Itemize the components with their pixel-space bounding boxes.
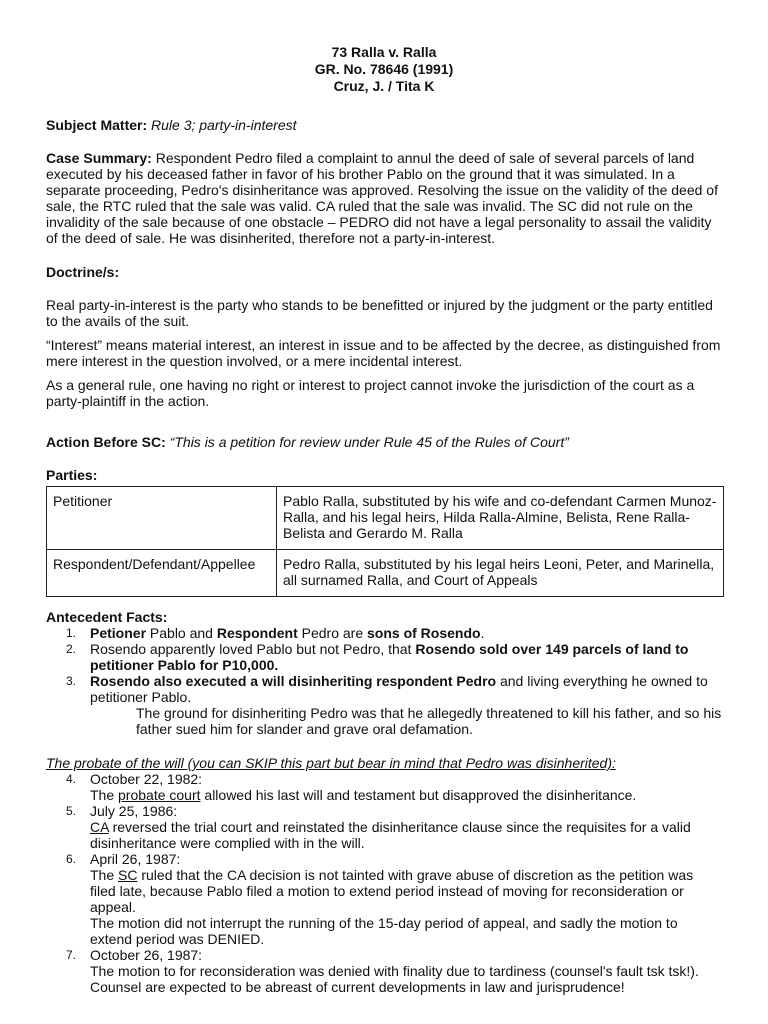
subject-value: Rule 3; party-in-interest	[151, 117, 297, 133]
list-number: 3.	[66, 674, 77, 688]
list-number: 1.	[66, 626, 77, 640]
parties-heading: Parties:	[46, 467, 98, 483]
event-text: The probate court allowed his last will and testament but disapproved the disinheritance.	[90, 787, 637, 803]
facts-heading: Antecedent Facts:	[46, 609, 168, 625]
list-item	[46, 771, 722, 803]
probate-list	[46, 771, 722, 995]
party-names: Pedro Ralla, substituted by his legal heirs Leoni, Peter, and Marinella, all surnamed Ralla, and Court of Appeals	[277, 550, 724, 597]
facts-note: The ground for disinheriting Pedro was that he allegedly threatened to kill his father, and so his father sued him for slander and grave oral defamation.	[136, 705, 722, 737]
list-item	[46, 673, 722, 705]
fact-text: Pedro are	[297, 625, 368, 641]
table-row	[47, 487, 724, 550]
list-item	[46, 947, 722, 995]
subject-matter	[46, 117, 722, 133]
event-text: CA reversed the trial court and reinstated the disinheritance clause since the requisites for a valid disinheritance were complied with in the will.	[90, 819, 691, 851]
list-number: 2.	[66, 642, 77, 656]
action-label: Action Before SC:	[46, 434, 166, 450]
doctrine-paragraph: “Interest” means material interest, an interest in issue and to be affected by the decree, as distinguished from mere interest in the question involved, or a mere incidental interest.	[46, 337, 721, 369]
fact-text: Respondent	[216, 625, 298, 641]
summary-label: Case Summary:	[46, 150, 152, 166]
event-text: Counsel are expected to be abreast of current developments in law and jurisprudence!	[90, 979, 625, 995]
table-row	[47, 550, 724, 597]
action-value: “This is a petition for review under Rule 45 of the Rules of Court”	[169, 434, 569, 450]
party-role: Petitioner	[47, 487, 277, 550]
doctrine-paragraph: Real party-in-interest is the party who stands to be benefitted or injured by the judgment or the party entitled to the avails of the suit.	[46, 297, 713, 329]
facts-list	[46, 625, 722, 705]
list-number: 6.	[66, 852, 77, 866]
event-date: October 26, 1987:	[90, 947, 203, 963]
case-title: 73 Ralla v. Ralla	[331, 44, 437, 60]
list-item	[46, 625, 722, 641]
fact-text: Pablo and	[146, 625, 217, 641]
event-text: The SC ruled that the CA decision is not tainted with grave abuse of discretion as the petition was filed late, because Pablo filed a motion to extend period instead of moving for reconsideration or appeal.	[90, 867, 694, 915]
fact-text: and living everything he owned to petitioner Pablo.	[90, 673, 708, 705]
party-names: Pablo Ralla, substituted by his wife and co-defendant Carmen Munoz-Ralla, and his legal heirs, Hilda Ralla-Almine, Belista, Rene Ralla-Belista and Gerardo M. Ralla	[277, 487, 724, 550]
fact-text: sons of Rosendo	[367, 625, 481, 641]
fact-text: Petioner	[90, 625, 147, 641]
event-date: July 25, 1986:	[90, 803, 178, 819]
list-number: 7.	[66, 948, 77, 962]
case-summary	[46, 150, 722, 246]
summary-text: Respondent Pedro filed a complaint to annul the deed of sale of several parcels of land executed by his deceased father in favor of his brother Pablo on the ground that it was simulated. In a separate proceeding, Pedro's disinheritance was approved. Resolving the issue on the validity of the deed of sale, the RTC ruled that the sale was valid. CA ruled that the sale was invalid. The SC did not rule on the invalidity of the sale because of one obstacle – PEDRO did not have a legal personality to assail the validity of the deed of sale. He was disinherited, therefore not a party-in-interest.	[46, 150, 718, 246]
case-header	[46, 44, 722, 95]
list-number: 4.	[66, 772, 77, 786]
parties-table	[46, 486, 724, 597]
list-item	[46, 851, 722, 947]
list-item	[46, 803, 722, 851]
probate-heading: The probate of the will (you can SKIP this part but bear in mind that Pedro was disinherited):	[46, 755, 616, 771]
event-date: October 22, 1982:	[90, 771, 203, 787]
fact-text: .	[480, 625, 485, 641]
party-role: Respondent/Defendant/Appellee	[47, 550, 277, 597]
subject-label: Subject Matter:	[46, 117, 148, 133]
event-date: April 26, 1987:	[90, 851, 181, 867]
list-number: 5.	[66, 804, 77, 818]
fact-text: Rosendo apparently loved Pablo but not Pedro, that	[90, 641, 416, 657]
list-item	[46, 641, 722, 673]
doctrine-paragraph: As a general rule, one having no right or interest to project cannot invoke the jurisdiction of the court as a party-plaintiff in the action.	[46, 377, 695, 409]
case-ponente: Cruz, J. / Tita K	[333, 78, 435, 94]
action-before-sc	[46, 434, 722, 450]
event-text: The motion to for reconsideration was denied with finality due to tardiness (counsel's fault tsk tsk!).	[90, 963, 699, 979]
fact-text: Rosendo sold over 149 parcels of land to petitioner Pablo for P10,000.	[90, 641, 689, 673]
case-number: GR. No. 78646 (1991)	[314, 61, 454, 77]
event-text: The motion did not interrupt the running of the 15-day period of appeal, and sadly the motion to extend period was DENIED.	[90, 915, 678, 947]
doctrine-heading: Doctrine/s:	[46, 264, 120, 280]
fact-text: Rosendo also executed a will disinheriting respondent Pedro	[90, 673, 497, 689]
